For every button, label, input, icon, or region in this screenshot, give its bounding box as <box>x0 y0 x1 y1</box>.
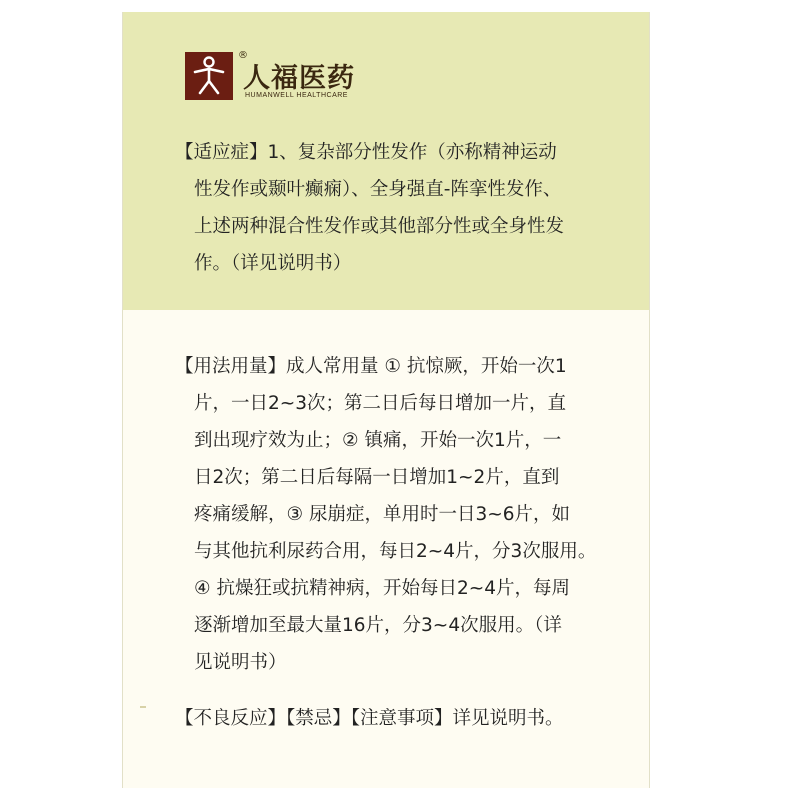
footer-note <box>175 700 564 737</box>
dosage-line: 【用法用量】成人常用量 ① 抗惊厥，开始一次1 <box>175 356 567 377</box>
brand-name-en: HUMANWELL HEALTHCARE <box>245 92 348 99</box>
person-logo-icon <box>185 52 233 100</box>
dosage-line: 疼痛缓解，③ 尿崩症，单用时一日3~6片，如 <box>194 504 571 525</box>
indications-line: 上述两种混合性发作或其他部分性或全身性发 <box>194 216 565 237</box>
dosage-line: ④ 抗燥狂或抗精神病，开始每日2~4片，每周 <box>194 578 571 599</box>
dosage-section <box>175 348 596 681</box>
footer-line: 【不良反应】【禁忌】【注意事项】详见说明书。 <box>175 708 564 729</box>
brand-logo <box>185 52 485 116</box>
dosage-line: 见说明书） <box>194 652 287 673</box>
registered-mark: ® <box>238 50 248 61</box>
dosage-line: 与其他抗利尿药合用，每日2~4片，分3次服用。 <box>194 541 597 562</box>
indications-line: 作。（详见说明书） <box>194 253 352 274</box>
dosage-line: 逐渐增加至最大量16片，分3~4次服用。（详 <box>194 615 562 636</box>
dosage-line: 片，一日2~3次；第二日后每日增加一片，直 <box>194 393 567 414</box>
brand-name-cn: 人福医药 <box>243 63 355 94</box>
package-panel <box>122 12 650 788</box>
indications-line: 【适应症】1、复杂部分性发作（亦称精神运动 <box>175 142 557 163</box>
edge-mark <box>140 706 146 708</box>
indications-section <box>175 134 564 282</box>
dosage-line: 日2次；第二日后每隔一日增加1~2片，直到 <box>194 467 560 488</box>
indications-line: 性发作或颞叶癫痫）、全身强直-阵挛性发作、 <box>194 179 562 200</box>
dosage-line: 到出现疗效为止；② 镇痛，开始一次1片，一 <box>194 430 562 451</box>
